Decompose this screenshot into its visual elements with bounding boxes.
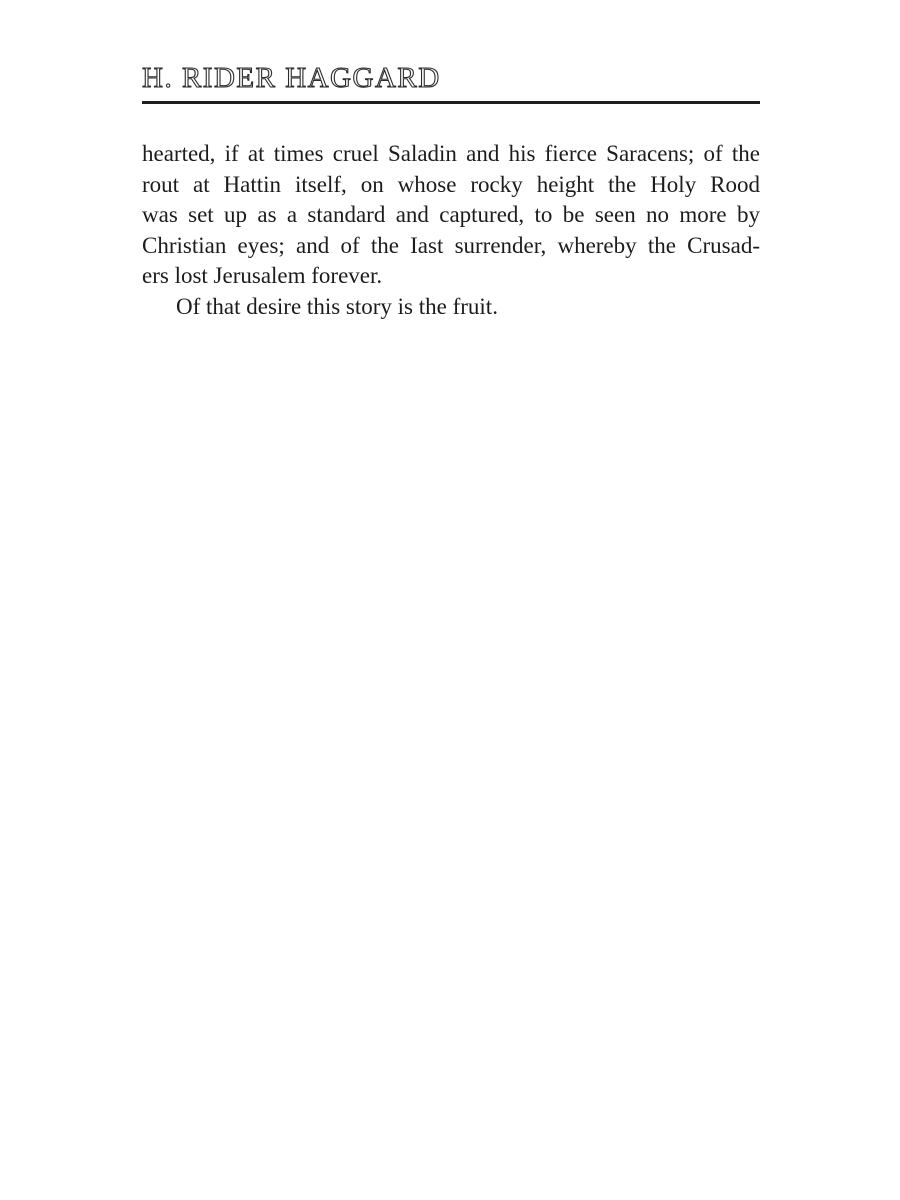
text-line: hearted, if at times cruel Saladin and his fierce Saracens; of the (142, 141, 760, 166)
running-head (142, 60, 760, 104)
paragraph-first-line: Of that desire this story is the fruit. (176, 293, 498, 319)
text-line: ers lost Jerusalem forever. (142, 263, 383, 288)
body-text (142, 139, 760, 322)
text-line: Christian eyes; and of the Iast surrender, whereby the Crusad- (142, 232, 760, 258)
text-line: was set up as a standard and captured, to be seen no more by (142, 202, 760, 227)
running-head-author: H. RIDER HAGGARD (142, 62, 441, 94)
text-line: rout at Hattin itself, on whose rocky height the Holy Rood (142, 171, 760, 197)
